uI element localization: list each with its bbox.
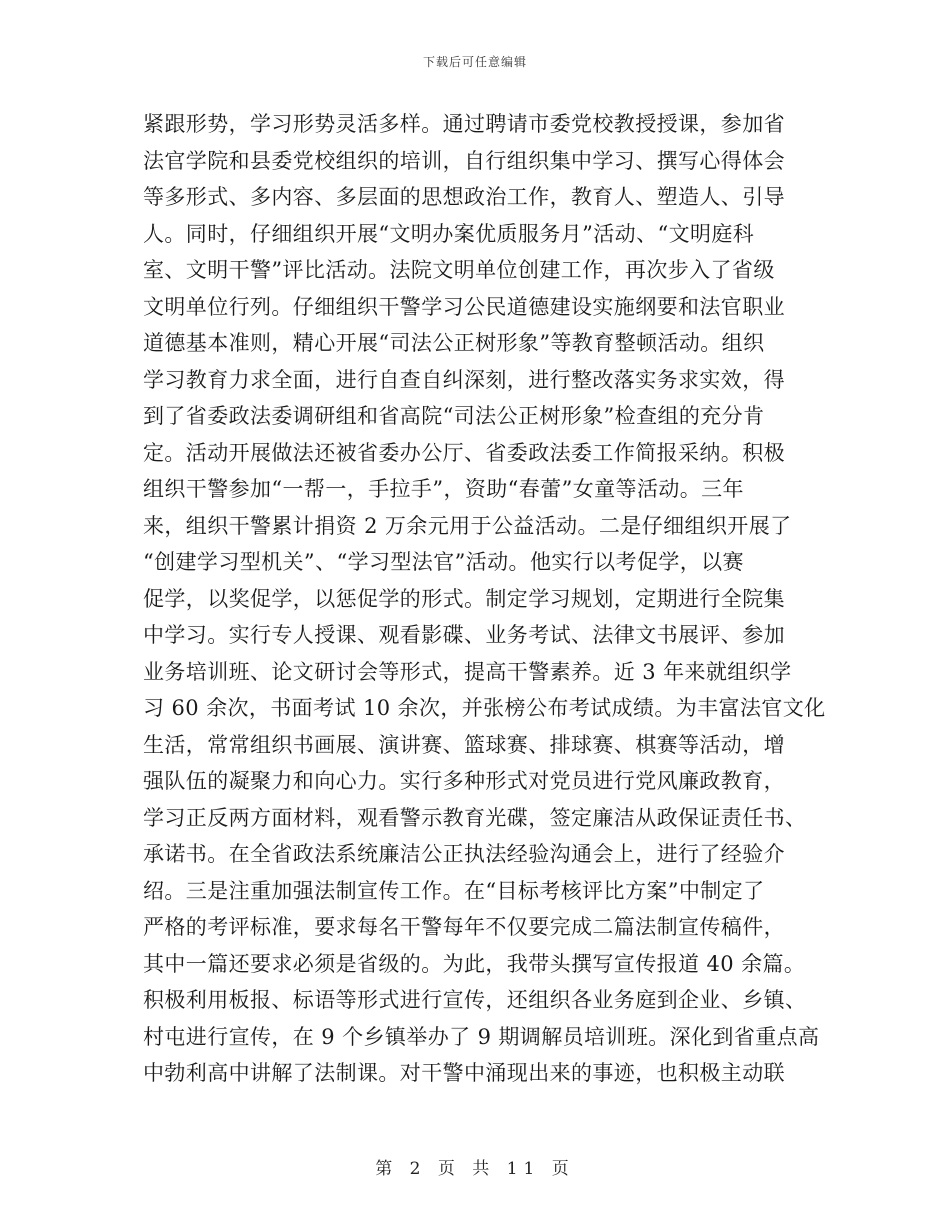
body-line: 来，组织干警累计捐资 2 万余元用于公益活动。二是仔细组织开展了 bbox=[143, 513, 792, 538]
body-line: 到了省委政法委调研组和省高院“司法公正树形象”检查组的充分肯 bbox=[143, 404, 765, 428]
body-line: 业务培训班、论文研讨会等形式，提高干警素养。近 3 年来就组织学 bbox=[143, 659, 792, 684]
body-line: 室、文明干警”评比活动。法院文明单位创建工作，再次步入了省级 bbox=[143, 258, 775, 282]
body-line: 中学习。实行专人授课、观看影碟、业务考试、法律文书展评、参加 bbox=[143, 623, 785, 647]
body-line: 定。活动开展做法还被省委办公厅、省委政法委工作简报采纳。积极 bbox=[143, 440, 785, 465]
body-line: 严格的考评标准，要求每名干警每年不仅要完成二篇法制宣传稿件， bbox=[143, 915, 785, 939]
page-number-footer: 第 2 页 共 11 页 bbox=[375, 1159, 575, 1179]
body-line: 绍。三是注重加强法制宣传工作。在“目标考核评比方案”中制定了 bbox=[143, 878, 765, 903]
body-line: “创建学习型机关”、“学习型法官”活动。他实行以考促学，以赛 bbox=[143, 550, 744, 574]
body-line: 等多形式、多内容、多层面的思想政治工作，教育人、塑造人、引导 bbox=[143, 185, 785, 209]
body-line: 学习正反两方面材料，观看警示教育光碟，签定廉洁从政保证责任书、 bbox=[143, 805, 807, 830]
body-line: 其中一篇还要求必须是省级的。为此，我带头撰写宣传报道 40 余篇。 bbox=[143, 951, 806, 976]
body-line: 组织干警参加“一帮一，手拉手”，资助“春蕾”女童等活动。三年 bbox=[143, 477, 744, 501]
body-line: 强队伍的凝聚力和向心力。实行多种形式对党员进行党风廉政教育， bbox=[143, 769, 785, 793]
body-line: 中勃利高中讲解了法制课。对干警中涌现出来的事迹，也积极主动联 bbox=[143, 1061, 785, 1085]
body-line: 道德基本准则，精心开展“司法公正树形象”等教育整顿活动。组织 bbox=[143, 331, 765, 355]
body-line: 生活，常常组织书画展、演讲赛、篮球赛、排球赛、棋赛等活动，增 bbox=[143, 732, 785, 757]
body-line: 积极利用板报、标语等形式进行宣传，还组织各业务庭到企业、乡镇、 bbox=[143, 988, 807, 1012]
body-line: 人。同时，仔细组织开展“文明办案优质服务月”活动、“文明庭科 bbox=[143, 221, 755, 246]
body-text bbox=[143, 106, 826, 1092]
body-line: 文明单位行列。仔细组织干警学习公民道德建设实施纲要和法官职业 bbox=[143, 294, 785, 319]
body-line: 学习教育力求全面，进行自查自纠深刻，进行整改落实务求实效，得 bbox=[143, 367, 785, 392]
body-line: 紧跟形势，学习形势灵活多样。通过聘请市委党校教授授课，参加省 bbox=[143, 112, 785, 136]
body-line: 法官学院和县委党校组织的培训，自行组织集中学习、撰写心得体会 bbox=[143, 148, 785, 173]
body-line: 承诺书。在全省政法系统廉洁公正执法经验沟通会上，进行了经验介 bbox=[143, 842, 785, 866]
body-line: 促学，以奖促学，以惩促学的形式。制定学习规划，定期进行全院集 bbox=[143, 586, 785, 611]
body-line: 习 60 余次，书面考试 10 余次，并张榜公布考试成绩。为丰富法官文化 bbox=[143, 696, 826, 720]
page-header-note: 下载后可任意编辑 bbox=[422, 55, 527, 69]
body-line: 村屯进行宣传，在 9 个乡镇举办了 9 期调解员培训班。深化到省重点高 bbox=[143, 1024, 820, 1049]
